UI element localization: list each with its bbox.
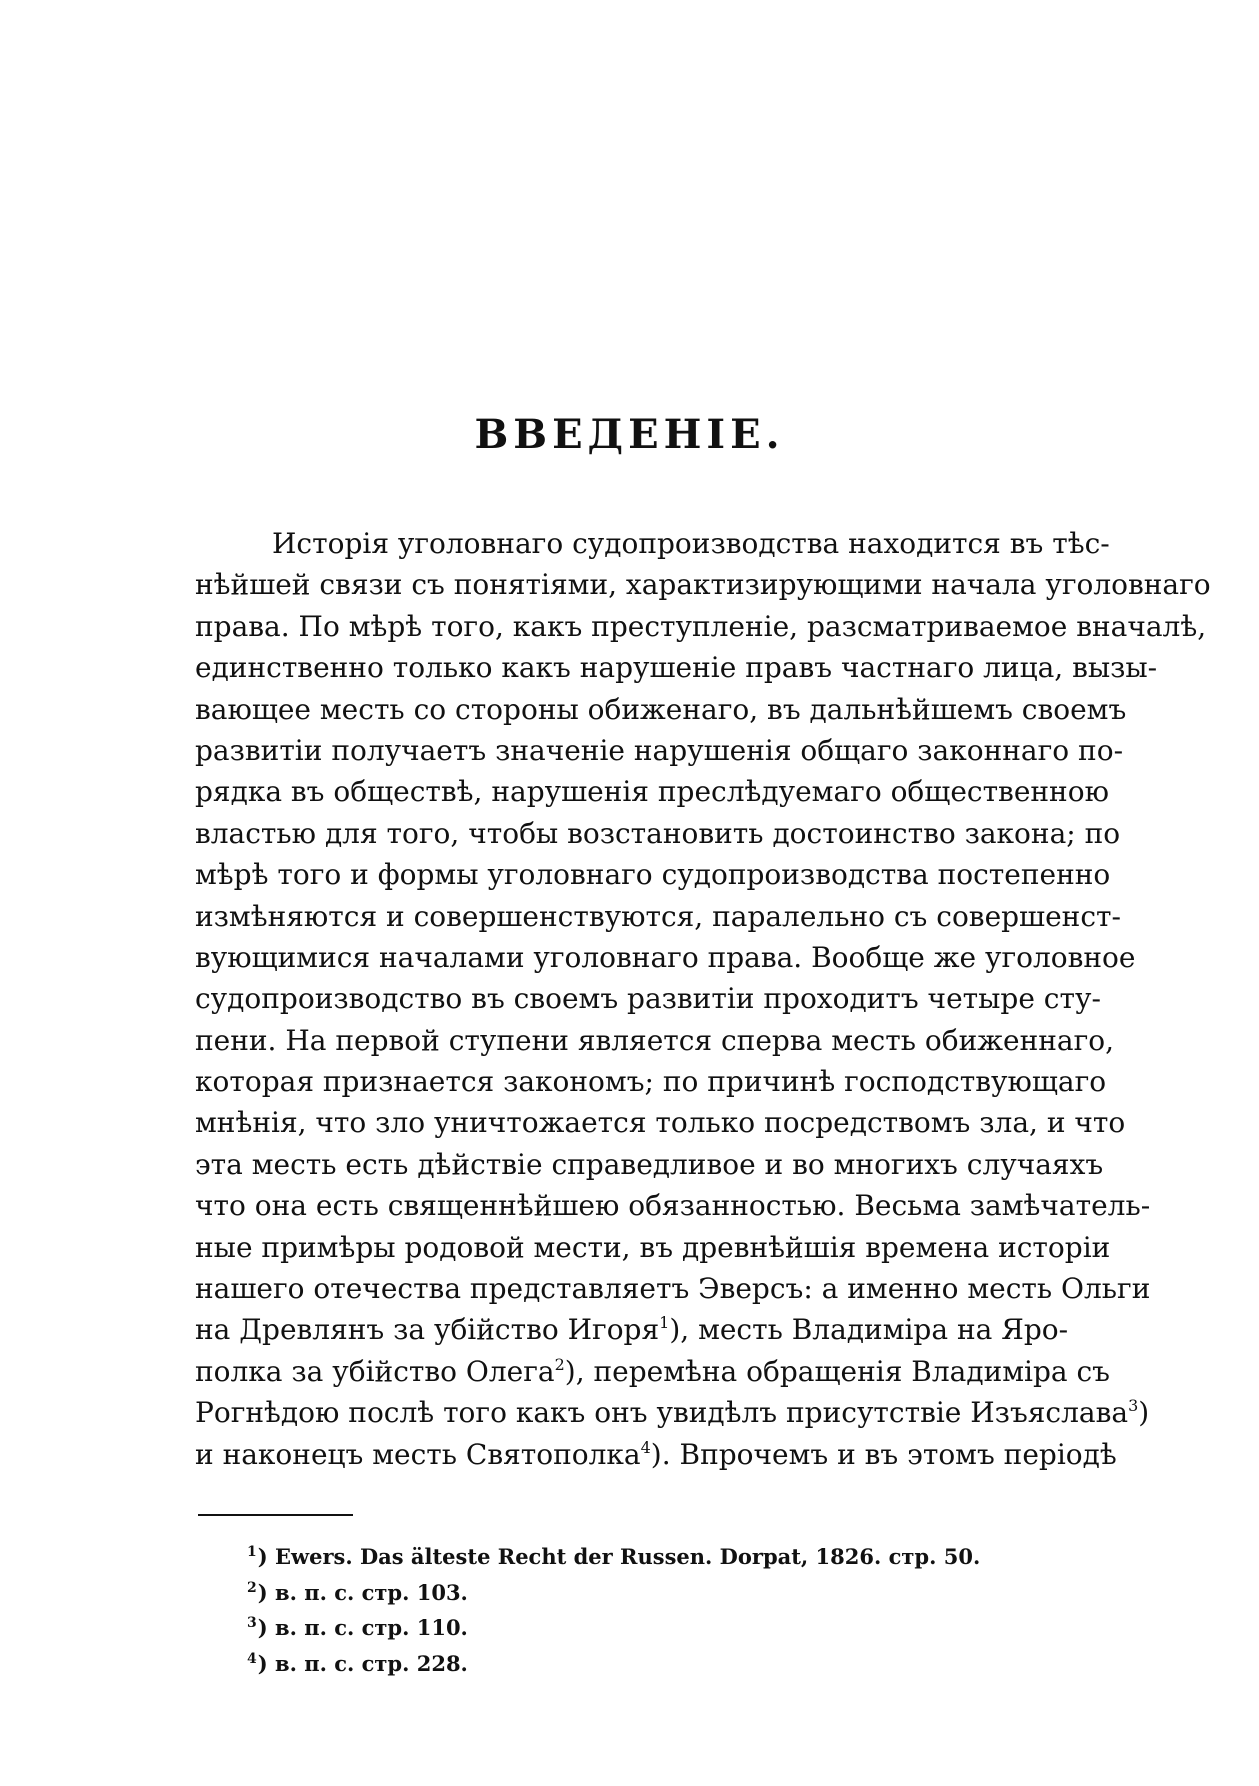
footnote-text: ) в. п. с. стр. 228. (257, 1650, 468, 1676)
footnote-mark: 2 (247, 1579, 257, 1596)
text-line: единственно только какъ нарушеніе правъ частнаго лица, вызы- (195, 651, 1158, 685)
text-line: судопроизводство въ своемъ развитіи проходитъ четыре сту- (195, 982, 1101, 1016)
footnote-ref[interactable]: 4 (640, 1437, 651, 1457)
footnote-mark: 1 (247, 1544, 257, 1560)
footnote-text: ) Ewers. Das älteste Recht der Russen. Dorpat, 1826. стр. 50. (257, 1544, 981, 1569)
text-line: рядка въ обществѣ, нарушенія преслѣдуемаго общественною (195, 775, 1109, 809)
footnote-ref[interactable]: 3 (1128, 1396, 1139, 1416)
footnote-text: ) в. п. с. стр. 110. (257, 1615, 468, 1640)
footnote-mark: 3 (247, 1615, 257, 1631)
text-line: эта месть есть дѣйствіе справедливое и во многихъ случаяхъ (195, 1147, 1104, 1181)
body-text (195, 523, 1211, 1475)
line-text: и наконецъ месть Святополка (195, 1437, 641, 1471)
text-line: ные примѣры родовой мести, въ древнѣйшія времена исторіи (195, 1230, 1111, 1264)
line-text: Рогнѣдою послѣ того какъ онъ увидѣлъ присутствіе Изъяслава (195, 1396, 1129, 1430)
footnote-ref[interactable]: 2 (554, 1354, 565, 1374)
footnotes (247, 1535, 980, 1677)
text-line: права. По мѣрѣ того, какъ преступленіе, разсматриваемое вначалѣ, (195, 609, 1207, 643)
text-line (195, 1351, 1110, 1392)
line-text: на Древлянъ за убійство Игоря (195, 1313, 660, 1347)
footnote-divider (198, 1514, 353, 1516)
text-line: измѣняются и совершенствуются, паралельно съ совершенст- (195, 899, 1121, 933)
text-line (195, 1434, 1117, 1475)
text-line: нѣйшей связи съ понятіями, характизирующими начала уголовнаго (195, 568, 1211, 602)
line-text: ). Впрочемъ и въ этомъ періодѣ (650, 1437, 1117, 1471)
text-line: нашего отечества представляетъ Эверсъ: а именно месть Ольги (195, 1272, 1151, 1306)
text-line: мнѣнія, что зло уничтожается только посредствомъ зла, и что (195, 1106, 1126, 1140)
text-line: мѣрѣ того и формы уголовнаго судопроизводства постепенно (195, 858, 1111, 892)
text-line (195, 1309, 1069, 1350)
line-text: ), перемѣна обращенія Владиміра съ (564, 1354, 1110, 1388)
line-text: ) (1138, 1396, 1150, 1430)
text-line: которая признается закономъ; по причинѣ господствующаго (195, 1065, 1107, 1099)
footnote (247, 1571, 980, 1607)
footnote-text: ) в. п. с. стр. 103. (257, 1579, 468, 1605)
text-line (195, 1392, 1150, 1433)
page-title: ВВЕДЕНІЕ. (474, 411, 785, 458)
line-text: ), месть Владиміра на Яро- (669, 1313, 1069, 1347)
text-line: вующимися началами уголовнаго права. Вообще же уголовное (195, 940, 1136, 974)
text-line: Исторія уголовнаго судопроизводства находится въ тѣс- (272, 527, 1110, 560)
text-line: пени. На первой ступени является сперва месть обиженнаго, (195, 1023, 1115, 1057)
text-line: вающее месть со стороны обиженаго, въ дальнѣйшемъ своемъ (195, 692, 1127, 726)
text-line: что она есть священнѣйшею обязанностью. Весьма замѣчатель- (195, 1189, 1151, 1223)
footnote-ref[interactable]: 1 (659, 1313, 670, 1333)
footnote (247, 1606, 980, 1642)
footnote (247, 1642, 980, 1678)
line-text: полка за убійство Олега (195, 1354, 555, 1388)
text-line: властью для того, чтобы возстановить достоинство закона; по (195, 816, 1121, 850)
text-line: развитіи получаетъ значеніе нарушенія общаго законнаго по- (195, 733, 1124, 767)
footnote (247, 1535, 980, 1571)
footnote-mark: 4 (247, 1650, 257, 1667)
